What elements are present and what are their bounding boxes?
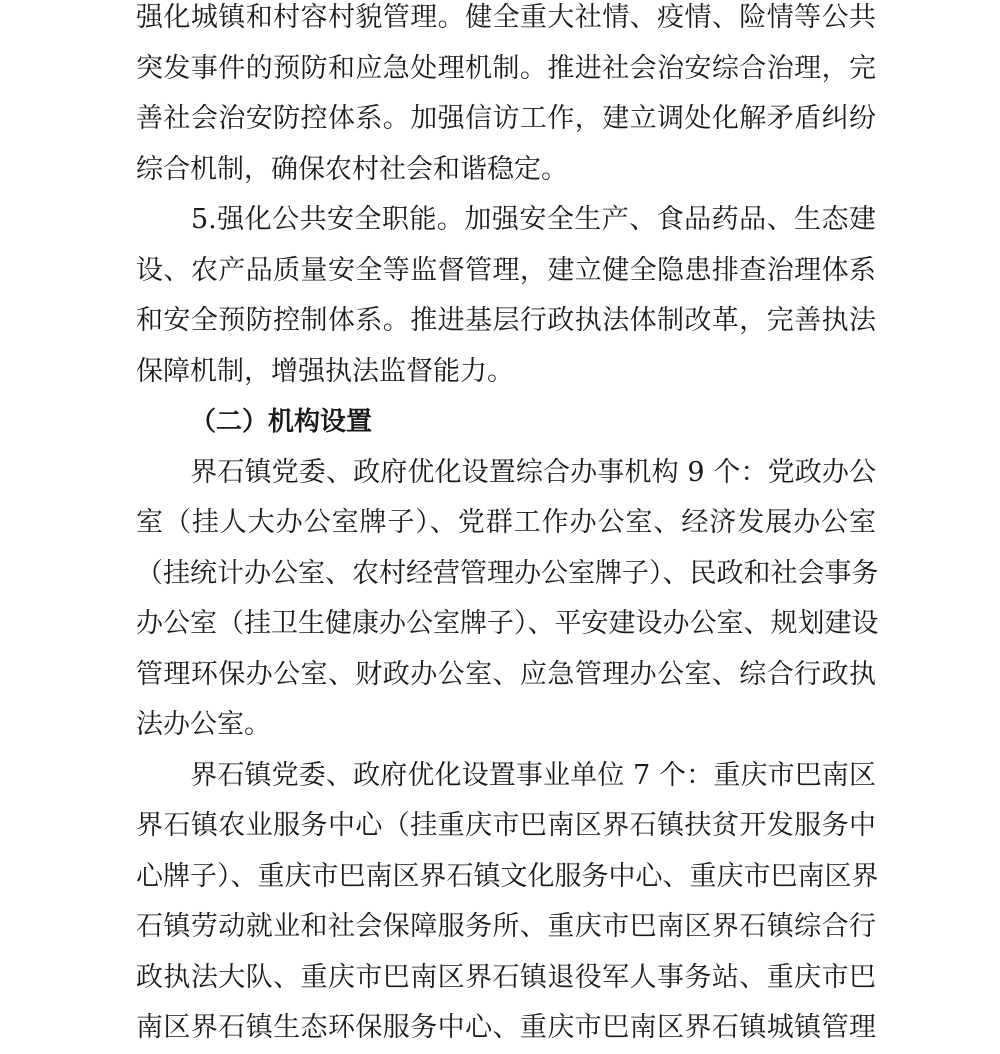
text-line: 界石镇党委、政府优化设置事业单位 7 个：重庆市巴南区 [136,759,876,791]
text-line: 和安全预防控制体系。推进基层行政执法体制改革，完善执法 [136,305,876,336]
text-line: 南区界石镇生态环保服务中心、重庆市巴南区界石镇城镇管理 [136,1012,876,1043]
text-line: 室（挂人大办公室牌子）、党群工作办公室、经济发展办公室 [136,507,876,538]
text-line: 强化城镇和村容村貌管理。健全重大社情、疫情、险情等公共 [136,2,876,33]
text-line: 心牌子）、重庆市巴南区界石镇文化服务中心、重庆市巴南区界 [136,860,879,892]
paragraph-public-institutions [136,751,879,1054]
text-line: 政执法大队、重庆市巴南区界石镇退役军人事务站、重庆市巴 [136,961,876,993]
text-line: 综合机制，确保农村社会和谐稳定。 [136,153,568,185]
text-line: 法办公室。 [136,709,271,740]
text-line: 善社会治安防控体系。加强信访工作，建立调处化解矛盾纠纷 [136,103,876,134]
text-line: 突发事件的预防和应急处理机制。推进社会治安综合治理，完 [136,52,876,84]
text-line: 5.强化公共安全职能。加强安全生产、食品药品、生态建 [136,204,876,235]
text-line: （挂统计办公室、农村经营管理办公室牌子）、民政和社会事务 [136,557,879,589]
paragraph-public-safety [136,195,876,397]
document-page [136,0,879,1054]
text-line: 管理环保办公室、财政办公室、应急管理办公室、综合行政执 [136,658,876,690]
text-line: 界石镇农业服务中心（挂重庆市巴南区界石镇扶贫开发服务中 [136,810,876,841]
text-line: 石镇劳动就业和社会保障服务所、重庆市巴南区界石镇综合行 [136,911,876,942]
paragraph-public-order [136,0,876,195]
text-line: 设、农产品质量安全等监督管理，建立健全隐患排查治理体系 [136,254,876,286]
paragraph-offices [136,448,879,751]
text-line: 界石镇党委、政府优化设置综合办事机构 9 个：党政办公 [136,456,876,488]
text-line: 办公室（挂卫生健康办公室牌子）、平安建设办公室、规划建设 [136,608,879,639]
text-line: 保障机制，增强执法监督能力。 [136,355,514,387]
section-heading: （二）机构设置 [190,407,373,437]
